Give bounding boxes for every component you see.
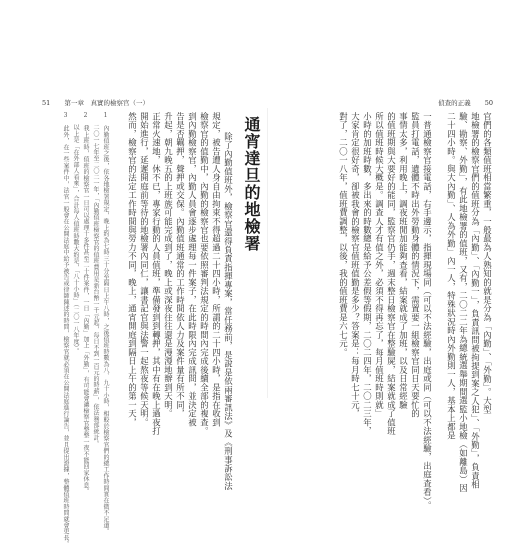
body-line: 到內勤檢察官，內勤人員會逐步處理每一件案子，在此時限內完成訊問，並決定被 xyxy=(187,112,198,427)
body-line: 檢察官的值勤中，內勤的檢察官也要依照審判法規定的時間內完成後續全部的複查。 xyxy=(199,112,210,436)
section-title: 通宵達旦的地檢署 xyxy=(242,116,261,252)
body-line: 二十四小時。與大內勤」、人為外勤」內一人，特殊狀況時內外勤則一人，基本上都是 xyxy=(446,112,457,440)
footnote: 二〇一七年至二〇二一年，「內勤值班檢察官的值班費用是新台幣一千元起，每日不到一百元的時薪」，依法務部統計。 xyxy=(92,112,99,447)
body-line: 升起，朝九晚五的上班族可能完成到了，晚上或深夜往往還是漫漫地辦到天明。 xyxy=(163,112,174,418)
body-line: 小時的加班時數，多出來的時數總是給予公差假等假期，二〇二四年，二〇二三年， xyxy=(362,112,373,436)
body-line: 官們的各類值班相當繁重，一般最為人熟知的就是分為「內勤」、「外勤」。大型 xyxy=(482,112,493,415)
body-line: 一普通檢察官接電話，右手邊示，指揮現場同（可以不法經驗，出庭或同（可以不法經驗，出庭查看）。 xyxy=(422,112,433,510)
body-line: 驗、勘察、外勤」，有此地檢署的值班，又有，二〇二二年為總統選舉期間選監小地檢（如離島）因 xyxy=(458,112,469,493)
body-line: 規定，被告遭人身自由拘束不得超過二十四小時，所謂的二十四小時，是指在收到 xyxy=(211,112,222,427)
body-line: 事情太多，利用晚上，調夜班閒加能夠查看，結案就成了加班，以及日常經驗 xyxy=(398,112,409,410)
body-line: 告是否羈押，聲押或交保。內勤值班通常的工作時間依人力及案件量有所不同， xyxy=(175,112,186,418)
body-line: 對了，二〇一八年，值班費調整，以後，我的值班費是六七元。 xyxy=(338,112,349,357)
right-page-number: 50 xyxy=(484,99,493,107)
body-line: 大家肯定很好奇，卻被我會的檢察官值班值勤是多少？答案是：每月時七十元， xyxy=(350,112,361,418)
footnote: 2 我上班時，值班的檢察官一日可以處理十多件甚至二十件案件，一日「內勤」加上「外勤」，有可能會讓檢察官整整一夜不能回家休息。 xyxy=(82,112,89,495)
left-running-head: 第一章 真實的檢察官（一） xyxy=(64,99,149,107)
footnote: 以上是「在外部人看來」，合計每人值班時數大約是，「八十小時」（二〇一八年度）。 xyxy=(72,112,79,355)
body-line: 所以值班時候大概是。調查人才有值之外，必須不得再忘了，每月值班時則就」 xyxy=(374,112,385,418)
book-page-spread xyxy=(40,98,495,547)
footnote: 3 此外，在一些案件中，法官一般會在公開法庭中給予被告或律師陳述的時間，檢察官就必須在公開法庭進行論告，並且提出證據，整體值班時間就會更長。 xyxy=(62,112,69,547)
body-line: 正常火速地，休不已，專家行動的人員值班，準備發到到轉押，其中有在晚上過夜打 xyxy=(151,112,162,436)
left-page-header xyxy=(42,98,149,107)
footnote: 1 內勤值班之後，依各地檢署規定，晚上約為七時三十分至隔日上午八時，之後值班時數為八、九十小時，相較於檢察官們的總工作時間實在微不足道。 xyxy=(102,112,109,535)
page-gutter xyxy=(267,108,268,398)
body-line: 除了內勤值班外，檢察官還得負責指揮專案，當任務前，是說是依兩審訊法》及《刑事訴訟法 xyxy=(223,132,234,491)
right-running-head: 偵查的正義 xyxy=(438,99,471,107)
right-page-header xyxy=(438,98,493,107)
body-line: 然而，檢察官的法定工作時間與勞力不同，晚上，通宵開庭到隔日上午的第一天， xyxy=(127,112,138,427)
body-line: 開始進行，延遲開庭前等待的地檢署內同仁，讓書記官與法警一起熬夜等候天明。 xyxy=(139,112,150,427)
left-page-number: 51 xyxy=(42,99,51,107)
body-line: 的值班期與大要好的能同，監察官仍手，週末整日檢察官在整驗屍，結案就成了值班 xyxy=(386,112,397,436)
body-line: 監員打電話，遺體不時出外勞動身體的情況下，需置要一組檢察官同日天要忙的 xyxy=(410,112,421,418)
body-line: 地檢署的檢察官們的值班分為「內勤」、「內勤一」，負責訊問被拘提到案之人犯」、「外勤」，負責相 xyxy=(470,112,481,489)
